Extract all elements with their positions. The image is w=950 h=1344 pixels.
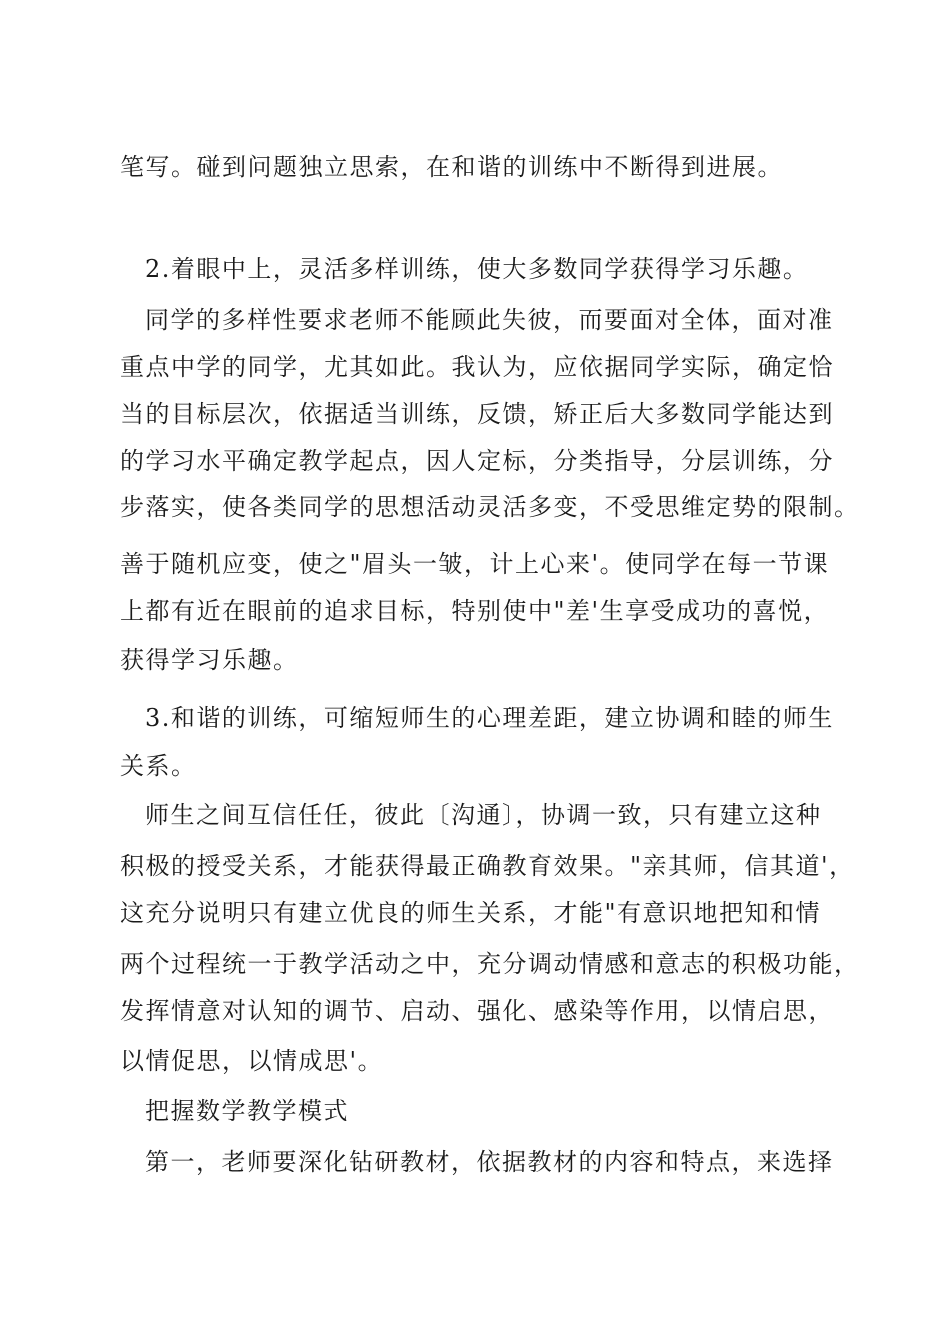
text-line: 的学习水平确定教学起点，因人定标，分类指导，分层训练，分 [120,447,834,475]
text-line: 获得学习乐趣。 [120,646,299,674]
text-line: 师生之间互信任任，彼此〔沟通〕，协调一致，只有建立这种 [145,801,822,829]
text-line: 善于随机应变，使之"眉头一皱，计上心来'。使同学在每一节课 [120,550,830,578]
section-heading: 2.着眼中上，灵活多样训练，使大多数同学获得学习乐趣。 [145,255,809,283]
section-heading: 把握数学教学模式 [145,1097,349,1125]
text-line: 发挥情意对认知的调节、启动、强化、感染等作用，以情启思， [120,997,834,1025]
text-line: 重点中学的同学，尤其如此。我认为，应依据同学实际，确定恰 [120,353,834,381]
text-line: 当的目标层次，依据适当训练，反馈，矫正后大多数同学能达到 [120,400,834,428]
text-line: 关系。 [120,752,197,780]
text-line: 两个过程统一于教学活动之中，充分调动情感和意志的积极功能， [120,950,860,978]
text-line: 上都有近在眼前的追求目标，特别使中"差'生享受成功的喜悦， [120,597,830,625]
text-line: 以情促思，以情成思'。 [120,1047,384,1075]
text-line: 积极的授受关系，才能获得最正确教育效果。"亲其师，信其道'， [120,852,855,880]
text-line: 步落实，使各类同学的思想活动灵活多变，不受思维定势的限制。 [120,493,860,521]
section-heading: 3.和谐的训练，可缩短师生的心理差距，建立协调和睦的师生 [145,704,834,732]
text-line: 同学的多样性要求老师不能顾此失彼，而要面对全体，面对准 [145,306,834,334]
text-line: 第一，老师要深化钻研教材，依据教材的内容和特点，来选择 [145,1148,834,1176]
text-line: 这充分说明只有建立优良的师生关系，才能"有意识地把知和情 [120,899,822,927]
text-line: 笔写。碰到问题独立思索，在和谐的训练中不断得到进展。 [120,153,783,181]
